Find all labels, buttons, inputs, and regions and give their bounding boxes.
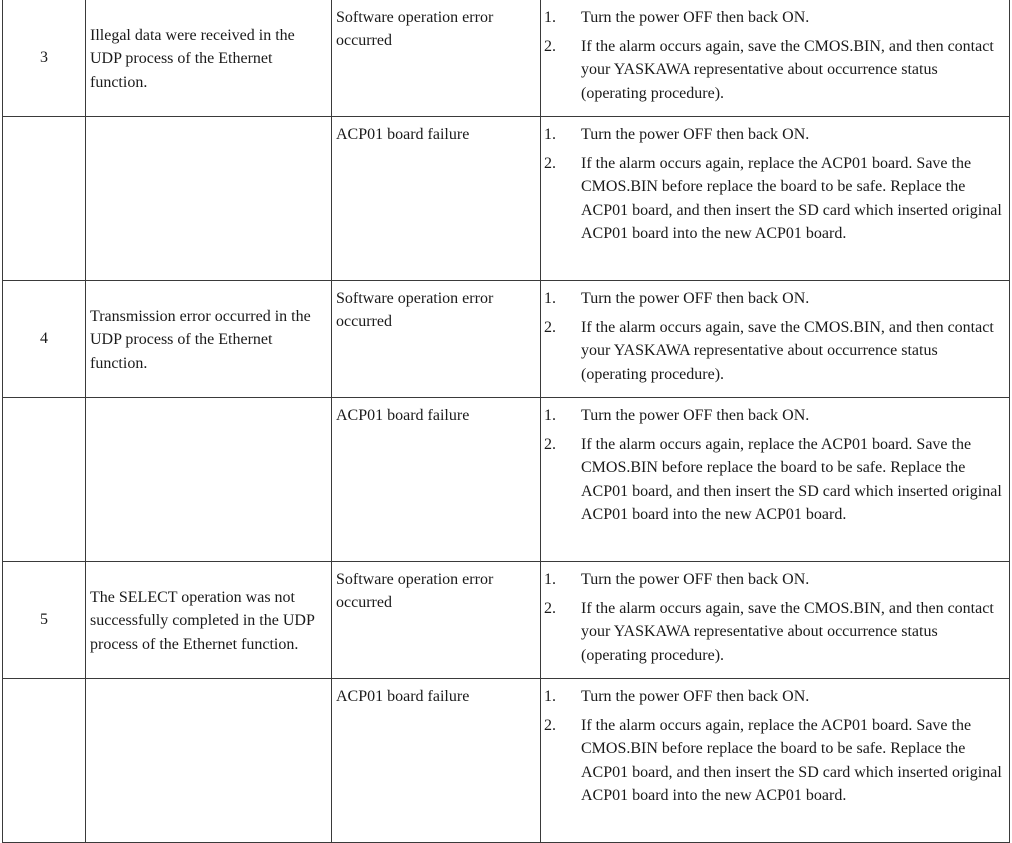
alarm-condition: Software operation error occurred	[332, 562, 541, 679]
table-row	[3, 679, 1010, 843]
alarm-condition: Software operation error occurred	[332, 0, 541, 117]
table-row	[3, 398, 1010, 562]
remedy-step-text: Turn the power OFF then back ON.	[581, 407, 810, 424]
remedy-step-text: If the alarm occurs again, save the CMOS.BIN, and then contact your YASKAWA representative about occurrence status (operating procedure).	[581, 38, 994, 102]
alarm-remedy	[541, 0, 1010, 117]
alarm-condition: ACP01 board failure	[332, 679, 541, 843]
table-row	[3, 281, 1010, 398]
alarm-number: 5	[3, 562, 86, 679]
remedy-step-text: Turn the power OFF then back ON.	[581, 290, 810, 307]
remedy-step	[544, 123, 1003, 146]
remedy-step	[544, 685, 1003, 708]
remedy-step	[544, 316, 1003, 386]
remedy-step-number: 1.	[544, 9, 556, 26]
table-row	[3, 0, 1010, 117]
remedy-step-text: If the alarm occurs again, replace the ACP01 board. Save the CMOS.BIN before replace the board to be safe. Replace the ACP01 board, and then insert the SD card which inserted original ACP01 board into the new ACP01 board.	[581, 155, 1002, 242]
alarm-condition: Software operation error occurred	[332, 281, 541, 398]
remedy-list	[544, 404, 1003, 526]
alarm-cause: The SELECT operation was not successfully completed in the UDP process of the Ethernet function.	[86, 562, 332, 679]
alarm-condition: ACP01 board failure	[332, 117, 541, 281]
remedy-step	[544, 152, 1003, 245]
remedy-step	[544, 404, 1003, 427]
remedy-step-text: Turn the power OFF then back ON.	[581, 571, 810, 588]
remedy-step-number: 2.	[544, 436, 556, 454]
remedy-step-number: 1.	[544, 126, 556, 143]
remedy-step	[544, 287, 1003, 310]
remedy-step-number: 1.	[544, 407, 556, 424]
remedy-list	[544, 6, 1003, 105]
alarm-number: 3	[3, 0, 86, 117]
remedy-step-text: If the alarm occurs again, save the CMOS.BIN, and then contact your YASKAWA representative about occurrence status (operating procedure).	[581, 600, 994, 664]
remedy-step	[544, 568, 1003, 591]
remedy-step-text: If the alarm occurs again, save the CMOS.BIN, and then contact your YASKAWA representative about occurrence status (operating procedure).	[581, 319, 994, 383]
alarm-remedy	[541, 679, 1010, 843]
alarm-remedy-table	[2, 0, 1010, 843]
alarm-remedy	[541, 398, 1010, 562]
alarm-number: 4	[3, 281, 86, 398]
alarm-condition: ACP01 board failure	[332, 398, 541, 562]
remedy-step-number: 2.	[544, 600, 556, 618]
remedy-step-number: 2.	[544, 155, 556, 173]
remedy-list	[544, 287, 1003, 386]
remedy-step-text: Turn the power OFF then back ON.	[581, 688, 810, 705]
remedy-step	[544, 6, 1003, 29]
remedy-step	[544, 433, 1003, 526]
remedy-list	[544, 123, 1003, 245]
remedy-step-text: If the alarm occurs again, replace the ACP01 board. Save the CMOS.BIN before replace the board to be safe. Replace the ACP01 board, and then insert the SD card which inserted original ACP01 board into the new ACP01 board.	[581, 436, 1002, 523]
remedy-step-number: 1.	[544, 688, 556, 705]
remedy-step-text: Turn the power OFF then back ON.	[581, 126, 810, 143]
alarm-cause	[86, 679, 332, 843]
remedy-step-text: If the alarm occurs again, replace the ACP01 board. Save the CMOS.BIN before replace the board to be safe. Replace the ACP01 board, and then insert the SD card which inserted original ACP01 board into the new ACP01 board.	[581, 717, 1002, 804]
table-row	[3, 562, 1010, 679]
alarm-cause: Illegal data were received in the UDP process of the Ethernet function.	[86, 0, 332, 117]
alarm-remedy	[541, 281, 1010, 398]
remedy-step-number: 2.	[544, 38, 556, 56]
alarm-remedy	[541, 562, 1010, 679]
remedy-step	[544, 714, 1003, 807]
remedy-step-text: Turn the power OFF then back ON.	[581, 9, 810, 26]
alarm-cause: Transmission error occurred in the UDP process of the Ethernet function.	[86, 281, 332, 398]
alarm-cause	[86, 117, 332, 281]
alarm-number	[3, 117, 86, 281]
remedy-step-number: 1.	[544, 290, 556, 307]
remedy-step-number: 2.	[544, 717, 556, 735]
table-row	[3, 117, 1010, 281]
alarm-cause	[86, 398, 332, 562]
remedy-step	[544, 597, 1003, 667]
remedy-list	[544, 568, 1003, 667]
remedy-step-number: 2.	[544, 319, 556, 337]
alarm-remedy	[541, 117, 1010, 281]
remedy-step	[544, 35, 1003, 105]
alarm-number	[3, 398, 86, 562]
remedy-step-number: 1.	[544, 571, 556, 588]
alarm-number	[3, 679, 86, 843]
remedy-list	[544, 685, 1003, 807]
